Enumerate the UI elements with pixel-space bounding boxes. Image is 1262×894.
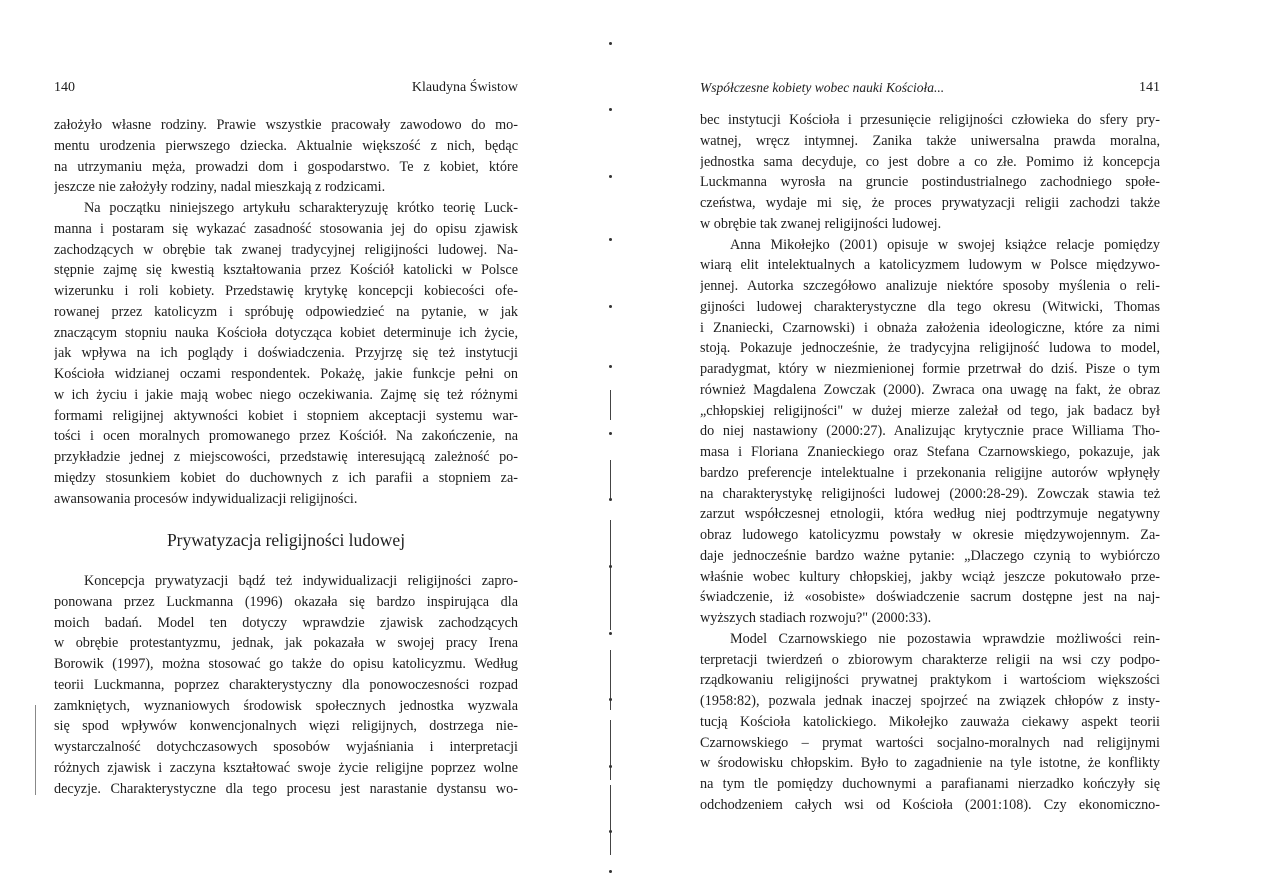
text-line: „chłopskiej religijności" w dużej mierze zależał od tego, jak badacz był — [700, 402, 1160, 419]
gutter-shadow — [610, 520, 611, 580]
text-line: ponowana przez Luckmanna (1996) okazała się bardzo inspirująca dla — [54, 593, 518, 610]
text-line: na tym tle pomiędzy duchownymi a parafianami nierzadko kończyły się — [700, 776, 1160, 792]
gutter-shadow — [610, 650, 611, 710]
text-line: znaczącym stopniu nauka Kościoła dotycząca kobiet determinuje ich życie, — [54, 324, 518, 341]
left-page-text-bottom — [54, 571, 518, 799]
text-line: Luckmanna wyrosła na gruncie postindustrialnego zachodniego społe- — [700, 174, 1160, 191]
gutter-dot — [609, 498, 612, 501]
left-page-header — [54, 80, 518, 100]
gutter-dot — [609, 565, 612, 568]
text-line: Borowik (1997), można stosować go także do opisu katolicyzmu. Według — [54, 656, 518, 672]
text-line: świadczenie, iż «osobiste» doświadczenie sacrum dostępne jest na naj- — [700, 589, 1160, 606]
text-line: masa i Floriana Znanieckiego oraz Stefana Czarnowskiego, pokazuje, jak — [700, 444, 1160, 460]
paragraph — [700, 629, 1160, 816]
text-line: zarzut współczesnej etnologii, która według niej podtrzymuje negatywny — [700, 506, 1160, 523]
text-line: wiarą elit intelektualnych a katolicyzmem ludowym w Polsce międzywo- — [700, 257, 1160, 274]
text-line: i Znaniecki, Czarnowski) i obnaża założenia ideologiczne, które za nimi — [700, 319, 1160, 336]
text-line: bardzo preferencje intelektualne i przekonania religijne autorów wpłynęły — [700, 464, 1160, 481]
right-page — [700, 0, 1160, 894]
text-line: stoją. Pokazuje jednocześnie, że tradycyjna religijność ludowa to model, — [700, 340, 1160, 357]
text-line: w obrębie tak zwanej religijności ludowej. — [700, 215, 942, 232]
section-heading: Prywatyzacja religijności ludowej — [166, 530, 406, 550]
text-line: mentu urodzenia pierwszego dziecka. Aktualnie większość z nich, będąc — [54, 137, 518, 154]
text-line: awansowania procesów indywidualizacji religijności. — [54, 490, 358, 507]
text-line: obraz ludowego katolicyzmu powstały w okresie międzywojennym. Za- — [700, 527, 1160, 543]
text-line: odchodzeniem całych wsi od Kościoła (2001:108). Czy ekonomiczno- — [700, 796, 1160, 813]
text-line: jak wpływa na ich poglądy i doświadczenia. Przyjrzę się też instytucji — [54, 345, 518, 362]
text-line: wyższych stadiach rozwoju?" (2000:33). — [700, 610, 932, 626]
text-line: Czarnowskiego – prymat wartości socjalno-moralnych nad religijnymi — [700, 734, 1160, 751]
paragraph — [54, 571, 518, 799]
text-line: tości i ocen moralnych promowanego przez Kościół. Na zakończenie, na — [54, 428, 518, 445]
gutter-dot — [609, 698, 612, 701]
gutter-dot — [609, 175, 612, 178]
page-number: 141 — [1139, 80, 1160, 95]
gutter-shadow — [610, 720, 611, 780]
text-line: się spod wpływów konwencjonalnych więzi religijnych, dostrzega nie- — [54, 718, 518, 735]
gutter-shadow — [610, 390, 611, 420]
text-line: decyzje. Charakterystyczne dla tego procesu jest narastanie dystansu wo- — [54, 780, 518, 797]
left-page — [54, 0, 518, 894]
text-line: Model Czarnowskiego nie pozostawia wprawdzie możliwości rein- — [730, 630, 1160, 647]
gutter-dot — [609, 632, 612, 635]
paragraph — [54, 115, 518, 198]
gutter-dot — [609, 42, 612, 45]
text-line: manna i postaram się wykazać zasadność stosowania jej do opisu zjawisk — [54, 220, 518, 237]
text-line: tucją Kościoła katolickiego. Mikołejko zauważa ciekawy aspekt teorii — [700, 713, 1160, 730]
paragraph — [700, 235, 1160, 629]
text-line: daje jednocześnie bardzo ważne pytanie: „Dlaczego czynią to wybiórczo — [700, 547, 1160, 564]
text-line: różnych zjawisk i zaczyna kształtować swoje życie religijne poprzez wolne — [54, 759, 518, 776]
text-line: Kościoła widzianej oczami respondentek. Pokażę, jakie funkcje pełni on — [54, 366, 518, 382]
text-line: moich badań. Model ten dotyczy wprawdzie zjawisk zachodzących — [54, 614, 518, 631]
text-line: Na początku niniejszego artykułu scharakteryzuję krótko teorię Luck- — [84, 200, 518, 216]
text-line: w ich życiu i jakie mają wobec niego oczekiwania. Zajmę się też różnymi — [54, 386, 518, 403]
text-line: na charakterystykę religijności ludowej (2000:28-29). Zowczak stawia też — [700, 485, 1160, 502]
running-head: Klaudyna Świstow — [411, 80, 518, 95]
text-line: między stosunkiem kobiet do duchownych z ich parafii a stopniem za- — [54, 469, 518, 486]
page-number: 140 — [54, 80, 75, 95]
text-line: wizerunku i roli kobiety. Przedstawię krytykę koncepcji kobiecości ofe- — [54, 283, 518, 299]
text-line: przykładzie jednej z miejscowości, przedstawię interesującą zależność po- — [54, 449, 518, 465]
text-line: również Magdalena Zowczak (2000). Zwraca ona uwagę na fakt, że obraz — [700, 381, 1160, 398]
gutter-dot — [609, 238, 612, 241]
text-line: czeństwa, wydaje mi się, że proces prywatyzacji religii zachodzi także — [700, 195, 1160, 211]
gutter-dot — [609, 432, 612, 435]
gutter-dot — [609, 305, 612, 308]
text-line: założyło własne rodziny. Prawie wszystkie pracowały zawodowo do mo- — [54, 117, 518, 133]
text-line: do niej nastawiony (2000:27). Analizując krytycznie prace Williama Tho- — [700, 423, 1160, 440]
gutter-shadow — [610, 785, 611, 855]
gutter-dot — [609, 365, 612, 368]
book-gutter — [606, 20, 618, 890]
text-line: rowanej przez katolicyzm i spróbuję odpowiedzieć na pytanie, w jak — [54, 303, 518, 320]
text-line: wystarczalność dotychczasowych sposobów wyjaśniania i interpretacji — [54, 739, 518, 755]
text-line: jeszcze nie założyły rodziny, nadal mieszkają z rodzicami. — [54, 179, 386, 196]
text-line: bec instytucji Kościoła i przesunięcie religijności człowieka do sfery pry- — [700, 112, 1160, 128]
text-line: jednostka sama decyduje, co jest dobre a co złe. Pomimo iż koncepcja — [700, 153, 1160, 170]
text-line: (1958:82), pozwala jednak inaczej spojrzeć na związek chłopów z insty- — [700, 693, 1160, 709]
right-page-header — [700, 80, 1160, 100]
right-page-text — [700, 110, 1160, 816]
text-line: w obrębie protestantyzmu, jednak, jak pokazała w swojej pracy Irena — [54, 635, 518, 652]
text-line: właśnie wobec kultury chłopskiej, jakby wciąż jeszcze pokutowało prze- — [700, 568, 1160, 585]
text-line: paradygmat, który w niezmienionej formie przetrwał do dziś. Pisze o tym — [700, 361, 1160, 377]
text-line: w środowisku chłopskim. Było to zagadnienie na tyle istotne, że konflikty — [700, 755, 1160, 772]
text-line: gijności ludowej charakterystyczne dla tego okresu (Witwicki, Thomas — [700, 298, 1160, 315]
text-line: Anna Mikołejko (2001) opisuje w swojej książce relacje pomiędzy — [730, 236, 1160, 253]
gutter-dot — [609, 108, 612, 111]
gutter-dot — [609, 830, 612, 833]
gutter-shadow — [610, 460, 611, 500]
text-line: rządkowaniu religijności prywatnej praktykom i wartościom większości — [700, 672, 1160, 689]
gutter-shadow — [610, 580, 611, 630]
text-line: stępnie zajmę się kwestią kształtowania przez Kościół katolicki w Polsce — [54, 262, 518, 279]
paragraph — [700, 110, 1160, 235]
text-line: Koncepcja prywatyzacji bądź też indywidualizacji religijności zapro- — [84, 573, 518, 589]
text-line: zachodzących w obrębie tak zwanej tradycyjnej religijności ludowej. Na- — [54, 241, 518, 258]
text-line: teorii Luckmanna, poprzez charakterystyczny dla ponowoczesności rozpad — [54, 676, 518, 693]
text-line: formami religijnej aktywności kobiet i stopniem akceptacji systemu war- — [54, 407, 518, 424]
left-page-text-top — [54, 115, 518, 509]
paragraph — [54, 198, 518, 509]
running-head: Współczesne kobiety wobec nauki Kościoła... — [700, 80, 945, 95]
gutter-dot — [609, 765, 612, 768]
margin-pencil-mark — [35, 705, 36, 795]
text-line: watnej, wręcz intymnej. Zanika także uniwersalna prawda moralna, — [700, 132, 1160, 149]
text-line: zamkniętych, wyznaniowych środowisk społecznych jednostka wyzwala — [54, 697, 518, 714]
text-line: na utrzymaniu męża, prowadzi dom i gospodarstwo. Te z kobiet, które — [54, 158, 518, 175]
gutter-dot — [609, 870, 612, 873]
text-line: jennej. Autorka szczegółowo analizuje niektóre sposoby myślenia o reli- — [700, 278, 1160, 294]
text-line: terpretacji twierdzeń o zbiorowym charakterze religii na wsi czy podpo- — [700, 651, 1160, 668]
